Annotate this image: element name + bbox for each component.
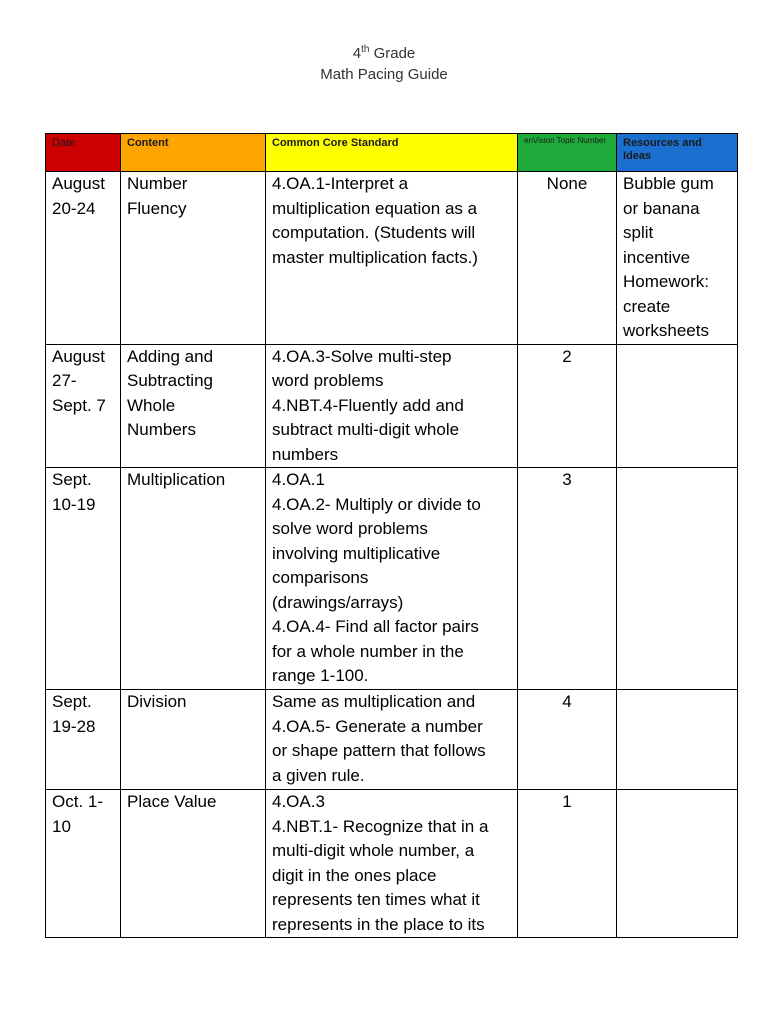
standard-cell [266, 468, 518, 690]
table-row [46, 468, 738, 690]
content-cell [121, 790, 266, 938]
standard-cell-line: represents in the place to its [272, 914, 485, 934]
date-cell [46, 468, 121, 690]
content-cell-line: Adding and [127, 346, 214, 366]
standard-cell-line: 4.OA.2- Multiply or divide to [272, 494, 481, 514]
resources-cell-line: split [623, 223, 654, 242]
table-row [46, 790, 738, 938]
guide-subtitle: Math Pacing Guide [320, 66, 448, 83]
date-cell-line: Sept. [52, 692, 92, 711]
standard-cell-line: comparisons [272, 568, 369, 587]
standard-cell-line: multiplication equation as a [272, 198, 478, 218]
standard-cell-line: Same as multiplication and [272, 692, 476, 711]
standard-cell-line: numbers [272, 444, 339, 464]
table-body [46, 172, 738, 938]
header-resources: Resources and Ideas [617, 134, 738, 172]
standard-cell-line: 4.OA.1-Interpret a [272, 174, 409, 193]
content-cell-line: Number [127, 174, 188, 193]
header-date: Date [46, 134, 121, 172]
standard-cell [266, 172, 518, 345]
header-topic: enVision Topic Number [518, 134, 617, 172]
topic-cell: 4 [518, 690, 617, 790]
header-row [46, 134, 738, 172]
resources-cell-line: or banana [623, 198, 700, 218]
standard-cell-line: digit in the ones place [272, 865, 437, 885]
table-row [46, 690, 738, 790]
grade-suffix: th [361, 44, 370, 55]
content-cell-line: Fluency [127, 198, 187, 218]
standard-cell [266, 344, 518, 468]
resources-cell-line: worksheets [623, 321, 709, 340]
content-cell [121, 468, 266, 690]
content-cell-line: Whole [127, 395, 176, 415]
topic-cell: 2 [518, 344, 617, 468]
standard-cell-line: 4.NBT.1- Recognize that in a [272, 816, 489, 836]
date-cell-line: 10-19 [52, 494, 96, 514]
standard-cell-line: 4.NBT.4-Fluently add and [272, 395, 464, 415]
resources-cell-line: Homework: [623, 272, 709, 291]
date-cell-line: Sept. [52, 470, 92, 489]
header-standard: Common Core Standard [266, 134, 518, 172]
content-cell [121, 172, 266, 345]
date-cell-line: Sept. 7 [52, 395, 106, 415]
content-cell-line: Place Value [127, 792, 217, 811]
date-cell [46, 790, 121, 938]
content-cell-line: Division [127, 692, 187, 711]
standard-cell-line: multi-digit whole number, a [272, 841, 475, 860]
grade-number: 4 [352, 45, 362, 62]
document-title [0, 43, 768, 85]
standard-cell-line: solve word problems [272, 519, 428, 538]
topic-cell: 1 [518, 790, 617, 938]
standard-cell-line: or shape pattern that follows [272, 741, 486, 760]
standard-cell [266, 690, 518, 790]
resources-cell [617, 790, 738, 938]
content-cell [121, 690, 266, 790]
header-content: Content [121, 134, 266, 172]
pacing-table [45, 133, 738, 938]
date-cell-line: August [52, 346, 105, 366]
standard-cell-line: range 1-100. [272, 666, 369, 685]
date-cell-line: 10 [52, 816, 71, 836]
standard-cell-line: a given rule. [272, 765, 365, 785]
resources-cell [617, 344, 738, 468]
content-cell [121, 344, 266, 468]
date-cell-line: 27- [52, 371, 77, 390]
standard-cell-line: subtract multi-digit whole [272, 420, 460, 439]
standard-cell-line: (drawings/arrays) [272, 592, 404, 612]
standard-cell-line: computation. (Students will [272, 223, 476, 242]
grade-word: Grade [373, 45, 416, 62]
date-cell-line: Oct. 1- [52, 792, 104, 811]
date-cell-line: 20-24 [52, 198, 96, 218]
resources-cell-line: incentive [623, 247, 691, 267]
standard-cell-line: represents ten times what it [272, 890, 480, 909]
topic-cell: 3 [518, 468, 617, 690]
date-cell [46, 344, 121, 468]
resources-cell [617, 172, 738, 345]
resources-cell-line: Bubble gum [623, 174, 714, 193]
standard-cell-line: 4.OA.3-Solve multi-step [272, 346, 452, 366]
grade-heading [0, 43, 768, 64]
standard-cell-line: master multiplication facts.) [272, 247, 478, 267]
table-row [46, 172, 738, 345]
standard-cell-line: for a whole number in the [272, 641, 464, 661]
topic-cell: None [518, 172, 617, 345]
date-cell-line: 19-28 [52, 716, 96, 736]
standard-cell-line: involving multiplicative [272, 543, 441, 563]
content-cell-line: Subtracting [127, 371, 213, 390]
standard-cell-line: 4.OA.5- Generate a number [272, 716, 483, 736]
date-cell-line: August [52, 174, 105, 193]
content-cell-line: Multiplication [127, 470, 226, 489]
resources-cell [617, 468, 738, 690]
standard-cell-line: 4.OA.3 [272, 792, 325, 811]
standard-cell-line: word problems [272, 371, 384, 390]
resources-cell-line: create [623, 296, 671, 316]
standard-cell-line: 4.OA.4- Find all factor pairs [272, 617, 479, 636]
standard-cell [266, 790, 518, 938]
date-cell [46, 690, 121, 790]
content-cell-line: Numbers [127, 420, 196, 439]
resources-cell [617, 690, 738, 790]
table-row [46, 344, 738, 468]
standard-cell-line: 4.OA.1 [272, 470, 325, 489]
date-cell [46, 172, 121, 345]
